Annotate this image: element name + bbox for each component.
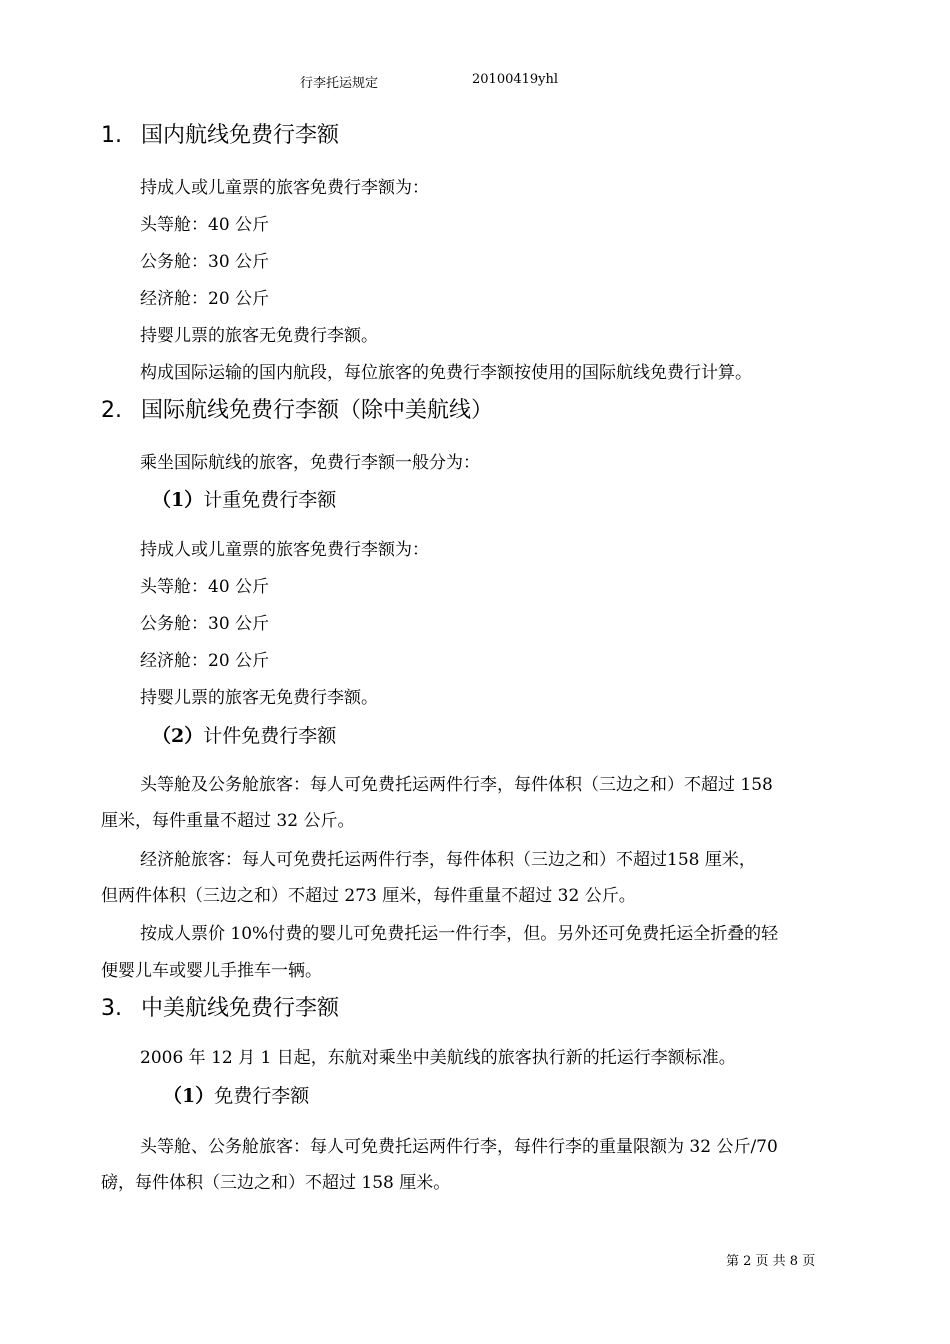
section-title: 国际航线免费行李额（除中美航线） [141, 398, 494, 423]
paragraph: 持成人或儿童票的旅客免费行李额为： [140, 178, 429, 198]
section-number: 1. [101, 123, 122, 148]
section-number: 2. [101, 398, 122, 423]
subsection-number: （1） [152, 489, 204, 511]
paragraph: 磅，每件体积（三边之和）不超过 158 厘米。 [101, 1173, 451, 1193]
paragraph: 经济舱：20 公斤 [140, 651, 270, 671]
paragraph: 头等舱：40 公斤 [140, 215, 270, 235]
section-3-heading [101, 991, 339, 1022]
paragraph: 便婴儿车或婴儿手推车一辆。 [101, 961, 322, 981]
section-title: 国内航线免费行李额 [141, 123, 340, 148]
paragraph: 构成国际运输的国内航段，每位旅客的免费行李额按使用的国际航线免费行计算。 [140, 363, 752, 383]
subsection-title: 免费行李额 [214, 1085, 310, 1107]
paragraph: 按成人票价 10%付费的婴儿可免费托运一件行李，但。另外还可免费托运全折叠的轻 [140, 924, 779, 944]
paragraph: 乘坐国际航线的旅客，免费行李额一般分为： [140, 453, 480, 473]
paragraph: 经济舱旅客：每人可免费托运两件行李，每件体积（三边之和）不超过158 厘米， [140, 850, 756, 870]
subsection-heading [152, 721, 336, 748]
paragraph: 头等舱及公务舱旅客：每人可免费托运两件行李，每件体积（三边之和）不超过 158 [140, 775, 773, 795]
paragraph: 公务舱：30 公斤 [140, 614, 270, 634]
paragraph: 持婴儿票的旅客无免费行李额。 [140, 688, 378, 708]
header-code: 20100419yhl [472, 72, 559, 87]
paragraph: 2006 年 12 月 1 日起，东航对乘坐中美航线的旅客执行新的托运行李额标准。 [140, 1048, 736, 1068]
section-2-heading [101, 393, 493, 424]
section-title: 中美航线免费行李额 [141, 996, 340, 1021]
section-number: 3. [101, 996, 122, 1021]
paragraph: 持成人或儿童票的旅客免费行李额为： [140, 540, 429, 560]
paragraph: 厘米，每件重量不超过 32 公斤。 [101, 811, 355, 831]
subsection-title: 计重免费行李额 [203, 489, 337, 511]
paragraph: 但两件体积（三边之和）不超过 273 厘米，每件重量不超过 32 公斤。 [101, 886, 636, 906]
subsection-number: （1） [163, 1085, 215, 1107]
header-title: 行李托运规定 [300, 76, 379, 91]
paragraph: 头等舱、公务舱旅客：每人可免费托运两件行李，每件行李的重量限额为 32 公斤/70 [140, 1137, 778, 1157]
paragraph: 持婴儿票的旅客无免费行李额。 [140, 326, 378, 346]
page-number: 第 2 页 共 8 页 [726, 1254, 816, 1269]
paragraph: 经济舱：20 公斤 [140, 289, 270, 309]
subsection-title: 计件免费行李额 [203, 725, 337, 747]
section-1-heading [101, 118, 339, 149]
paragraph: 公务舱：30 公斤 [140, 252, 270, 272]
paragraph: 头等舱：40 公斤 [140, 577, 270, 597]
subsection-heading [163, 1081, 309, 1108]
subsection-number: （2） [152, 725, 204, 747]
subsection-heading [152, 485, 336, 512]
